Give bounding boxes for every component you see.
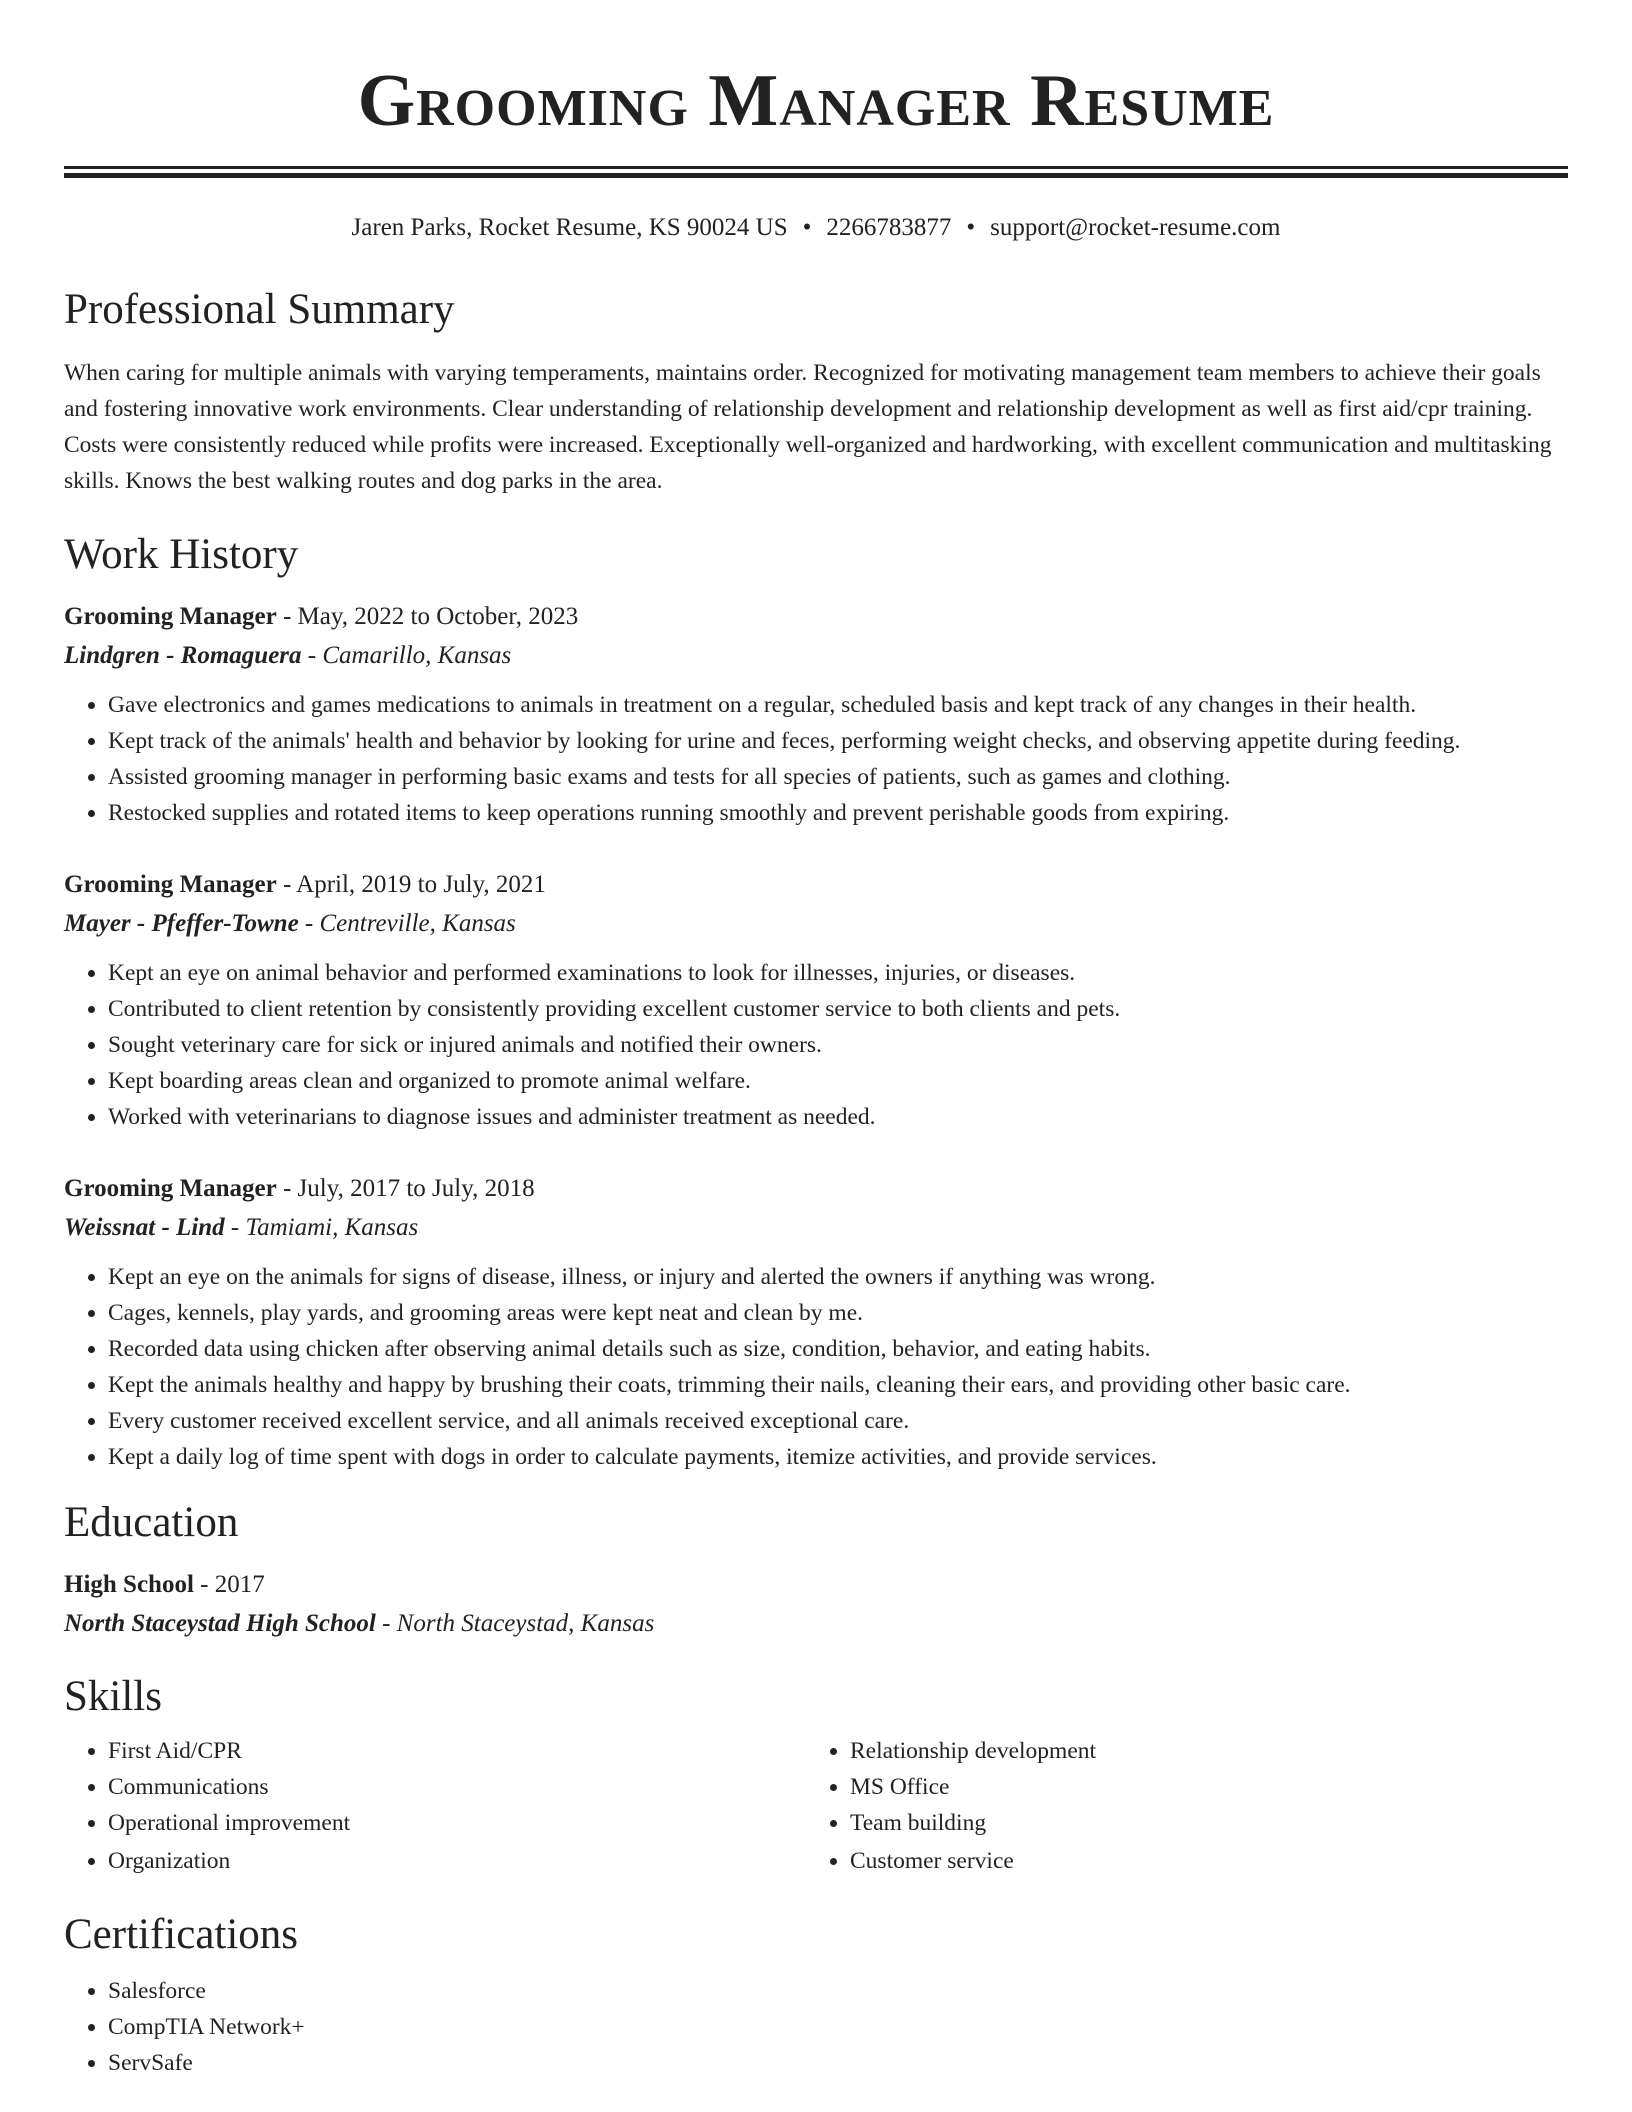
- job-dates: - April, 2019 to July, 2021: [276, 871, 546, 898]
- job-entry: [64, 865, 1568, 1135]
- job-entry: [64, 597, 1568, 831]
- skills-grid: [64, 1733, 1568, 1879]
- skill-item: • Operational improvement: [108, 1805, 806, 1841]
- skill-item: • Relationship development: [850, 1733, 1548, 1769]
- degree: High School: [64, 1571, 194, 1598]
- certification-item: • CompTIA Network+: [108, 2009, 1568, 2045]
- certifications-heading: Certifications: [64, 1911, 299, 1958]
- skills-list-left: [64, 1733, 806, 1879]
- job-company: Lindgren - Romaguera: [64, 642, 302, 669]
- list-item: • Kept a daily log of time spent with dogs in order to calculate payments, itemize activities, and provide services.: [108, 1439, 1568, 1475]
- job-title: Grooming Manager: [64, 871, 277, 898]
- certification-item: • Salesforce: [108, 1973, 1568, 2009]
- job-duties-list: [64, 687, 1568, 831]
- job-entry: [64, 1169, 1568, 1475]
- skills-heading: Skills: [64, 1673, 162, 1720]
- job-duties-list: [64, 955, 1568, 1135]
- job-company: Mayer - Pfeffer-Towne: [64, 910, 299, 937]
- skill-item: • Team building: [850, 1805, 1548, 1841]
- school-name: North Staceystad High School: [64, 1610, 376, 1637]
- job-location: - Tamiami, Kansas: [224, 1214, 419, 1241]
- job-title: Grooming Manager: [64, 1175, 277, 1202]
- contact-address: Jaren Parks, Rocket Resume, KS 90024 US: [351, 214, 788, 241]
- job-company-line: [64, 1208, 1568, 1247]
- certifications-list: [64, 1973, 1568, 2081]
- skill-item: • Organization: [108, 1843, 806, 1879]
- job-location: - Camarillo, Kansas: [301, 642, 512, 669]
- skill-item: • Customer service: [850, 1843, 1548, 1879]
- list-item: • Kept the animals healthy and happy by brushing their coats, trimming their nails, cleaning their ears, and providing other basic care.: [108, 1367, 1568, 1403]
- skill-item: • First Aid/CPR: [108, 1733, 806, 1769]
- contact-line: [64, 212, 1568, 244]
- job-title-line: [64, 865, 1568, 904]
- list-item: • Cages, kennels, play yards, and grooming areas were kept neat and clean by me.: [108, 1295, 1568, 1331]
- job-title-line: [64, 1169, 1568, 1208]
- title-divider-bottom: [64, 173, 1568, 178]
- list-item: • Recorded data using chicken after observing animal details such as size, condition, behavior, and eating habits.: [108, 1331, 1568, 1367]
- contact-email: support@rocket-resume.com: [990, 214, 1281, 241]
- contact-separator: •: [966, 214, 976, 241]
- job-company-line: [64, 636, 1568, 675]
- education-entry: [64, 1565, 1568, 1643]
- resume-title: Grooming Manager Resume: [357, 60, 1275, 142]
- list-item: • Restocked supplies and rotated items to keep operations running smoothly and prevent perishable goods from expiring.: [108, 795, 1568, 831]
- summary-text: When caring for multiple animals with varying temperaments, maintains order. Recognized for motivating management team members to achieve their goals and fostering innovative work environments. Clear understanding of relationship development and relationship development as well as first aid/cpr training. Costs were consistently reduced while profits were increased. Exceptionally well-organized and hardworking, with excellent communication and multitasking skills. Knows the best walking routes and dog parks in the area.: [64, 360, 1552, 494]
- list-item: • Gave electronics and games medications to animals in treatment on a regular, scheduled basis and kept track of any changes in their health.: [108, 687, 1568, 723]
- education-heading: Education: [64, 1499, 239, 1546]
- list-item: • Kept boarding areas clean and organized to promote animal welfare.: [108, 1063, 1568, 1099]
- school-line: [64, 1604, 1568, 1643]
- job-dates: - May, 2022 to October, 2023: [276, 603, 579, 630]
- degree-line: [64, 1565, 1568, 1604]
- list-item: • Contributed to client retention by consistently providing excellent customer service to both clients and pets.: [108, 991, 1568, 1027]
- summary-heading: Professional Summary: [64, 286, 455, 333]
- job-location: - Centreville, Kansas: [298, 910, 516, 937]
- school-location: - North Staceystad, Kansas: [375, 1610, 655, 1637]
- list-item: • Sought veterinary care for sick or injured animals and notified their owners.: [108, 1027, 1568, 1063]
- contact-phone: 2266783877: [826, 214, 952, 241]
- list-item: • Every customer received excellent service, and all animals received exceptional care.: [108, 1403, 1568, 1439]
- graduation-year: - 2017: [193, 1571, 265, 1598]
- skill-item: • Communications: [108, 1769, 806, 1805]
- job-duties-list: [64, 1259, 1568, 1475]
- skills-list-right: [806, 1733, 1548, 1879]
- certification-item: • ServSafe: [108, 2045, 1568, 2081]
- skill-item: • MS Office: [850, 1769, 1548, 1805]
- work-history-heading: Work History: [64, 531, 299, 578]
- job-company: Weissnat - Lind: [64, 1214, 225, 1241]
- job-dates: - July, 2017 to July, 2018: [276, 1175, 535, 1202]
- list-item: • Worked with veterinarians to diagnose issues and administer treatment as needed.: [108, 1099, 1568, 1135]
- list-item: • Kept an eye on animal behavior and performed examinations to look for illnesses, injuries, or diseases.: [108, 955, 1568, 991]
- list-item: • Assisted grooming manager in performing basic exams and tests for all species of patients, such as games and clothing.: [108, 759, 1568, 795]
- list-item: • Kept an eye on the animals for signs of disease, illness, or injury and alerted the owners if anything was wrong.: [108, 1259, 1568, 1295]
- contact-separator: •: [802, 214, 812, 241]
- job-title: Grooming Manager: [64, 603, 277, 630]
- list-item: • Kept track of the animals' health and behavior by looking for urine and feces, performing weight checks, and observing appetite during feeding.: [108, 723, 1568, 759]
- job-company-line: [64, 904, 1568, 943]
- job-title-line: [64, 597, 1568, 636]
